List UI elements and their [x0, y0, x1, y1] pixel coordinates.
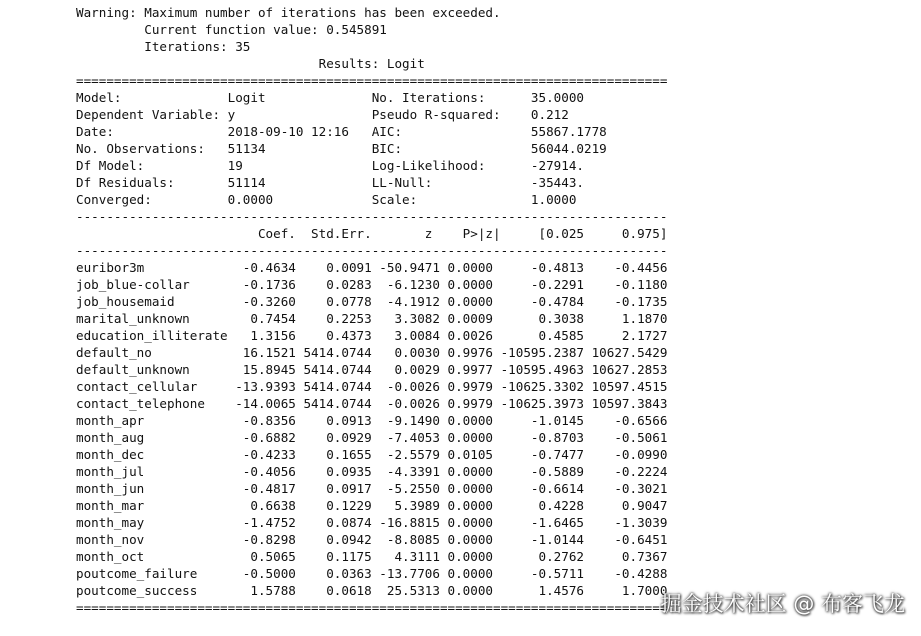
coef-row: default_no 16.1521 5414.0744 0.0030 0.9976 -10595.2387 10627.5429: [76, 345, 668, 360]
regression-output: [76, 4, 667, 616]
warning-line: Warning: Maximum number of iterations has been exceeded.: [76, 5, 501, 20]
coef-row: job_blue-collar -0.1736 0.0283 -6.1230 0.0000 -0.2291 -0.1180: [76, 277, 668, 292]
coef-row: default_unknown 15.8945 5414.0744 0.0029 0.9977 -10595.4963 10627.2853: [76, 362, 668, 377]
summary-row: Dependent Variable: y Pseudo R-squared: 0.212: [76, 107, 569, 122]
results-title: Results: Logit: [76, 56, 425, 71]
coef-row: month_nov -0.8298 0.0942 -8.8085 0.0000 -1.0144 -0.6451: [76, 532, 668, 547]
coef-row: month_oct 0.5065 0.1175 4.3111 0.0000 0.2762 0.7367: [76, 549, 668, 564]
coef-row: education_illiterate 1.3156 0.4373 3.0084 0.0026 0.4585 2.1727: [76, 328, 668, 343]
summary-row: Date: 2018-09-10 12:16 AIC: 55867.1778: [76, 124, 607, 139]
summary-row: Converged: 0.0000 Scale: 1.0000: [76, 192, 577, 207]
coef-row: month_aug -0.6882 0.0929 -7.4053 0.0000 -0.8703 -0.5061: [76, 430, 668, 445]
function-value-line: Current function value: 0.545891: [76, 22, 387, 37]
coef-row: month_mar 0.6638 0.1229 5.3989 0.0000 0.4228 0.9047: [76, 498, 668, 513]
coef-row: poutcome_failure -0.5000 0.0363 -13.7706 0.0000 -0.5711 -0.4288: [76, 566, 668, 581]
coef-row: job_housemaid -0.3260 0.0778 -4.1912 0.0000 -0.4784 -0.1735: [76, 294, 668, 309]
coef-row: contact_cellular -13.9393 5414.0744 -0.0026 0.9979 -10625.3302 10597.4515: [76, 379, 668, 394]
coef-row: marital_unknown 0.7454 0.2253 3.3082 0.0009 0.3038 1.1870: [76, 311, 668, 326]
rule-double: ==============================================================================: [76, 600, 668, 615]
rule-single: ------------------------------------------------------------------------------: [76, 243, 668, 258]
coef-row: contact_telephone -14.0065 5414.0744 -0.0026 0.9979 -10625.3973 10597.3843: [76, 396, 668, 411]
coef-row: month_apr -0.8356 0.0913 -9.1490 0.0000 -1.0145 -0.6566: [76, 413, 668, 428]
coef-table-body: [76, 259, 667, 599]
summary-row: Model: Logit No. Iterations: 35.0000: [76, 90, 584, 105]
rule-double: ==============================================================================: [76, 73, 668, 88]
summary-row: No. Observations: 51134 BIC: 56044.0219: [76, 141, 607, 156]
coef-row: month_jul -0.4056 0.0935 -4.3391 0.0000 -0.5889 -0.2224: [76, 464, 668, 479]
model-summary: [76, 89, 667, 208]
watermark: 掘金技术社区 @ 布客飞龙: [660, 592, 905, 616]
summary-row: Df Residuals: 51114 LL-Null: -35443.: [76, 175, 584, 190]
rule-single: ------------------------------------------------------------------------------: [76, 209, 668, 224]
coef-row: month_jun -0.4817 0.0917 -5.2550 0.0000 -0.6614 -0.3021: [76, 481, 668, 496]
coef-row: month_may -1.4752 0.0874 -16.8815 0.0000 -1.6465 -1.3039: [76, 515, 668, 530]
coef-table-header: Coef. Std.Err. z P>|z| [0.025 0.975]: [76, 226, 668, 241]
summary-row: Df Model: 19 Log-Likelihood: -27914.: [76, 158, 584, 173]
coef-row: euribor3m -0.4634 0.0091 -50.9471 0.0000 -0.4813 -0.4456: [76, 260, 668, 275]
coef-row: month_dec -0.4233 0.1655 -2.5579 0.0105 -0.7477 -0.0990: [76, 447, 668, 462]
iterations-line: Iterations: 35: [76, 39, 251, 54]
coef-row: poutcome_success 1.5788 0.0618 25.5313 0.0000 1.4576 1.7000: [76, 583, 668, 598]
